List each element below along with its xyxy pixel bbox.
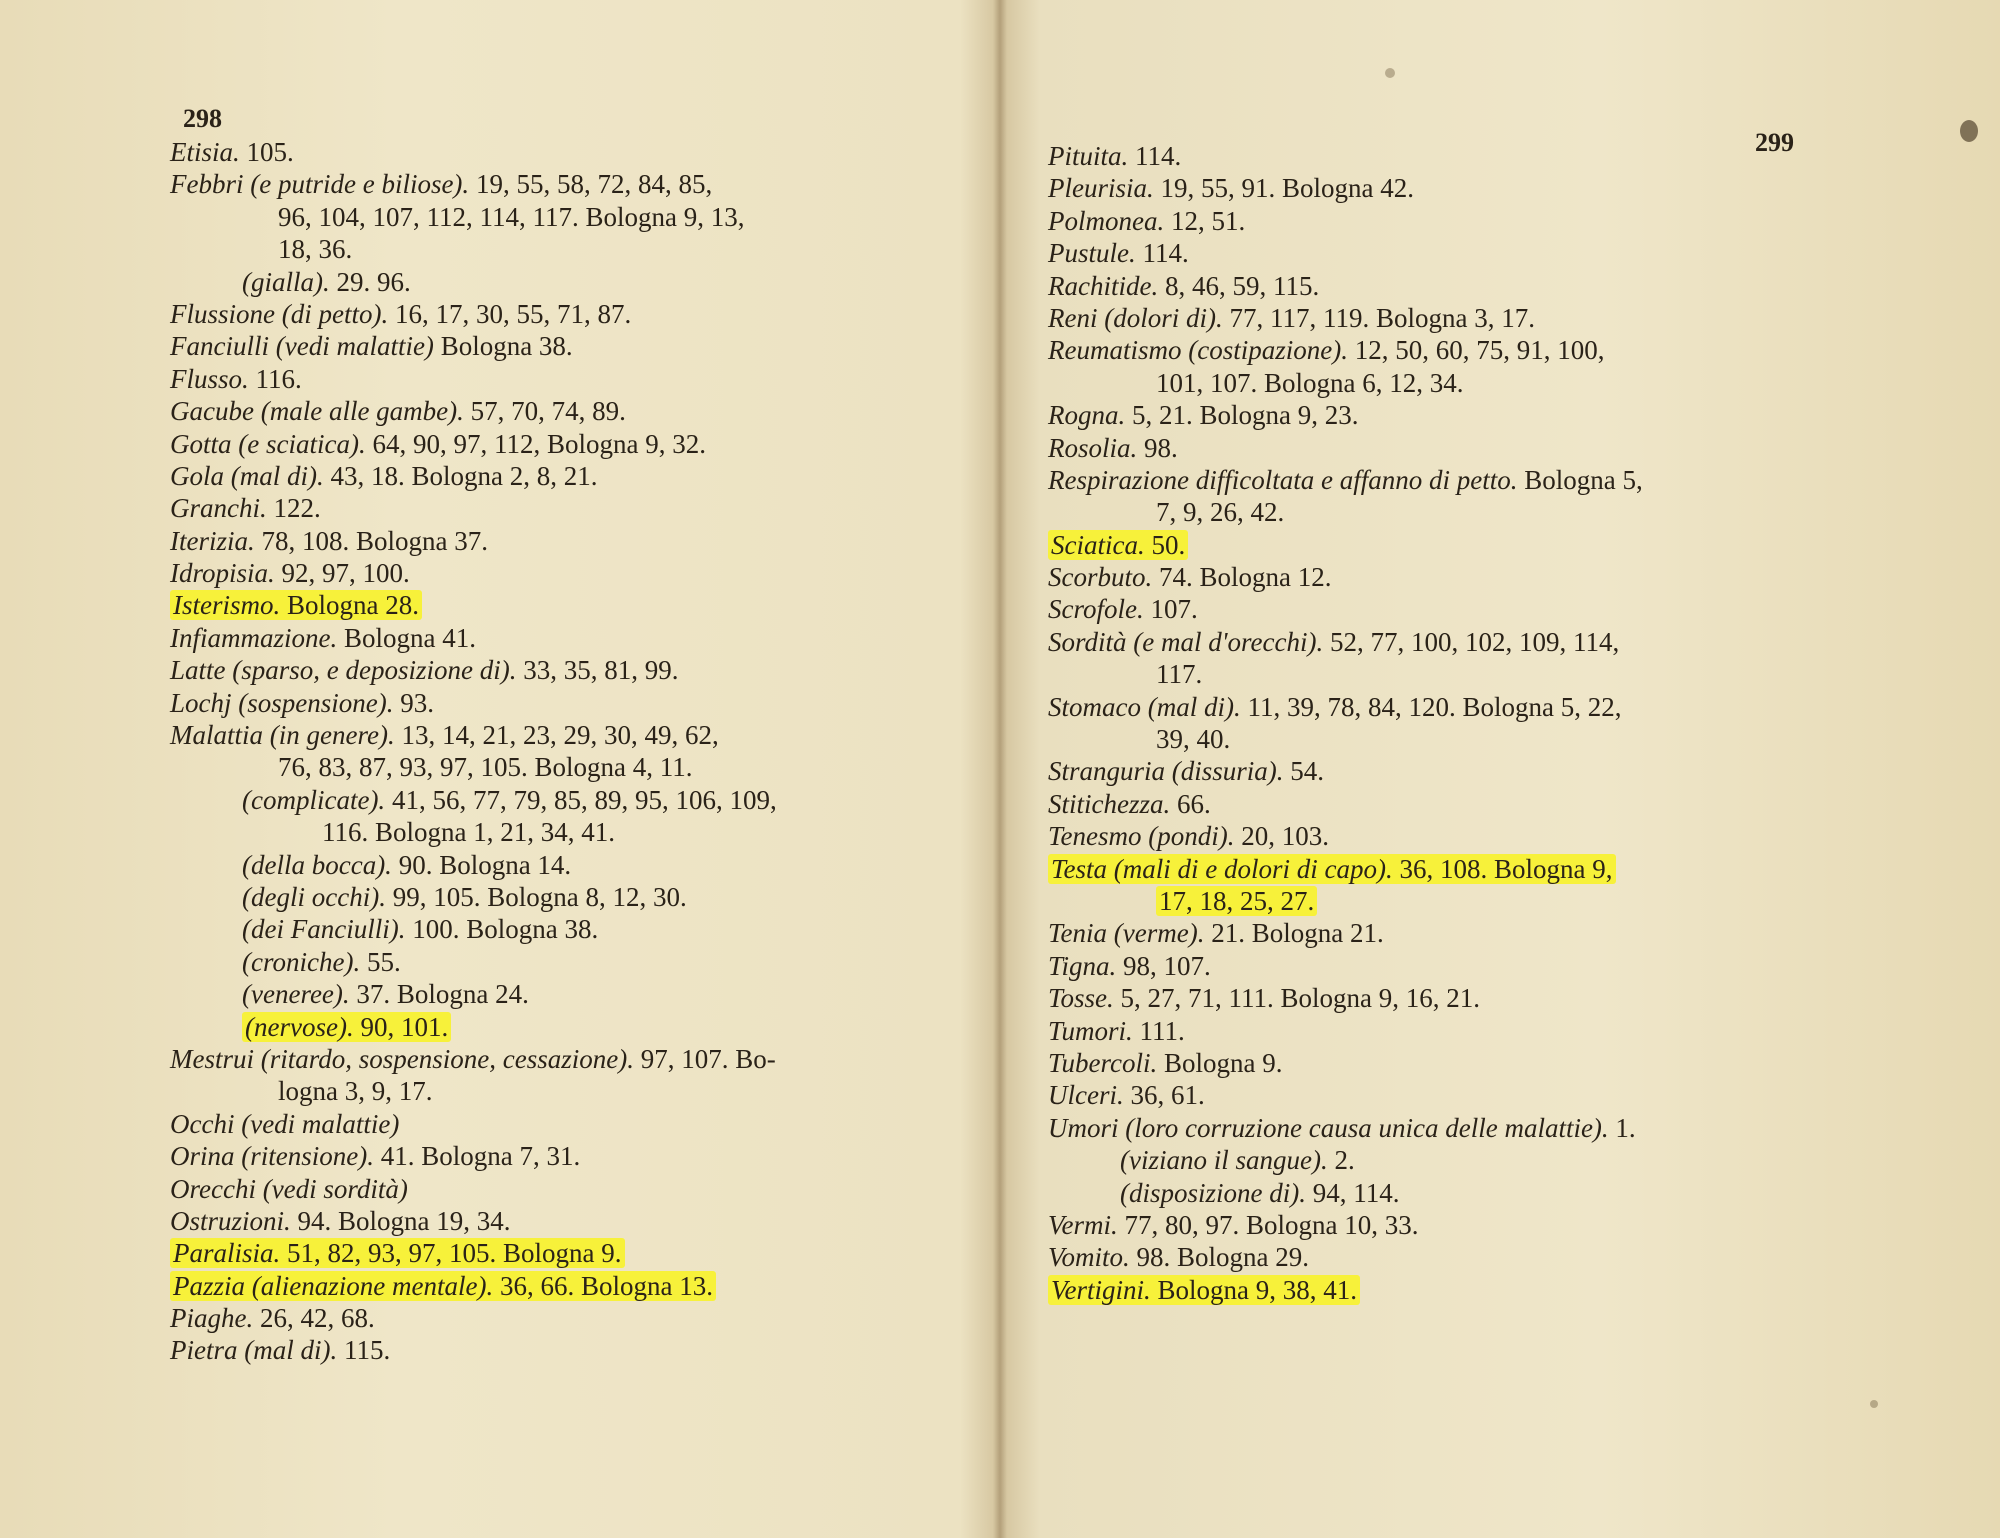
index-line <box>170 201 960 233</box>
page-references: 50. <box>1151 529 1186 560</box>
index-line <box>1048 1015 1848 1047</box>
index-line <box>1048 270 1848 302</box>
index-line <box>170 849 960 881</box>
page-references: 43, 18. Bologna 2, 8, 21. <box>330 460 598 491</box>
index-term: (veneree). <box>242 979 350 1010</box>
page-references: 1. <box>1615 1112 1636 1143</box>
index-line <box>1048 982 1848 1014</box>
highlighted-text <box>1048 1275 1360 1305</box>
line-text <box>1048 627 1619 657</box>
index-line <box>170 363 960 395</box>
index-term: Pustule. <box>1048 238 1136 269</box>
index-line <box>1048 626 1848 658</box>
index-term: Vermi. <box>1048 1209 1118 1240</box>
page-references: 92, 97, 100. <box>281 558 410 589</box>
line-text <box>170 299 631 329</box>
index-term: Mestrui (ritardo, sospensione, cessazione). <box>170 1043 634 1074</box>
line-text <box>1048 983 1480 1013</box>
page-references: 76, 83, 87, 93, 97, 105. Bologna 4, 11. <box>278 752 693 783</box>
index-term: Flussione (di petto). <box>170 298 389 329</box>
line-text <box>1048 1210 1419 1240</box>
page-references: 114. <box>1142 238 1189 269</box>
index-line <box>170 622 960 654</box>
page-number: 298 <box>183 104 222 133</box>
line-text <box>170 364 302 394</box>
index-term: Stomaco (mal di). <box>1048 691 1241 722</box>
index-term: Orina (ritensione). <box>170 1141 374 1172</box>
index-term: Rachitide. <box>1048 270 1159 301</box>
index-term: Stitichezza. <box>1048 788 1171 819</box>
index-line <box>1048 1241 1848 1273</box>
page-references: 37. Bologna 24. <box>356 979 529 1010</box>
index-line <box>170 946 960 978</box>
page-references: 90, 101. <box>360 1011 449 1042</box>
page-references: 51, 82, 93, 97, 105. Bologna 9. <box>287 1238 622 1269</box>
index-term: Testa (mali di e dolori di capo). <box>1051 853 1393 884</box>
index-line <box>1048 367 1848 399</box>
highlighted-text <box>1048 854 1616 884</box>
line-text <box>1048 271 1319 301</box>
page-references: 100. Bologna 38. <box>412 914 599 945</box>
index-term: Infiammazione. <box>170 622 338 653</box>
line-text <box>170 1109 399 1139</box>
line-text <box>170 1335 390 1365</box>
highlighted-text <box>170 1238 625 1268</box>
line-text <box>1048 692 1621 722</box>
line-text <box>1048 1080 1205 1110</box>
index-line <box>170 1140 960 1172</box>
page-references: Bologna 5, <box>1524 464 1643 495</box>
page-references: 16, 17, 30, 55, 71, 87. <box>394 298 632 329</box>
index-line <box>1048 464 1848 496</box>
page-references: 21. Bologna 21. <box>1211 918 1384 949</box>
index-term: (degli occhi). <box>242 881 386 912</box>
index-term: Occhi (vedi malattie) <box>170 1108 400 1139</box>
line-text <box>1048 303 1535 333</box>
page-references: 52, 77, 100, 102, 109, 114, <box>1329 626 1620 657</box>
line-text <box>1048 465 1643 495</box>
line-text <box>170 396 626 426</box>
highlighted-text <box>170 590 422 620</box>
index-term: Lochj (sospensione). <box>170 687 394 718</box>
index-line <box>1048 1079 1848 1111</box>
index-line <box>1048 593 1848 625</box>
index-term: Tigna. <box>1048 950 1117 981</box>
page-references: 12, 50, 60, 75, 91, 100, <box>1354 335 1605 366</box>
index-term: Tumori. <box>1048 1015 1133 1046</box>
index-line <box>1048 917 1848 949</box>
index-term: Polmonea. <box>1048 205 1165 236</box>
page-references: 114. <box>1135 141 1182 171</box>
index-term: Iterizia. <box>170 525 255 556</box>
line-text <box>1048 789 1211 819</box>
page-references: 8, 46, 59, 115. <box>1164 270 1320 301</box>
index-line <box>1048 755 1848 787</box>
page-references: 98. Bologna 29. <box>1136 1242 1310 1273</box>
page-references: 98, 107. <box>1123 950 1211 981</box>
index-line <box>1048 658 1848 690</box>
line-text <box>278 1076 433 1106</box>
line-text <box>1120 1145 1355 1175</box>
line-text <box>1048 756 1324 786</box>
index-term: (complicate). <box>242 784 386 815</box>
index-line <box>170 298 960 330</box>
line-text <box>170 493 321 523</box>
page-references: Bologna 41. <box>343 622 476 653</box>
index-line <box>170 1334 960 1366</box>
index-term: Rosolia. <box>1048 432 1138 463</box>
right-page <box>1000 0 2000 1538</box>
line-text <box>1048 1048 1283 1078</box>
page-references: 36, 61. <box>1130 1080 1205 1111</box>
index-term: Fanciulli (vedi malattie) <box>170 331 434 362</box>
index-term: Pazzia (alienazione mentale). <box>173 1270 494 1301</box>
page-references: 33, 35, 81, 99. <box>523 655 679 686</box>
line-text <box>170 1303 375 1333</box>
page-references: 77, 80, 97. Bologna 10, 33. <box>1124 1209 1419 1240</box>
index-term: Tenia (verme). <box>1048 918 1205 949</box>
index-line <box>1048 1177 1848 1209</box>
page-references: 19, 55, 58, 72, 84, 85, <box>475 169 713 200</box>
line-text <box>242 882 687 912</box>
index-line <box>1048 561 1848 593</box>
highlighted-text <box>170 1271 716 1301</box>
page-references: 7, 9, 26, 42. <box>1156 497 1285 528</box>
highlighted-text <box>242 1012 451 1042</box>
index-line <box>170 1011 960 1043</box>
page-references: 36, 66. Bologna 13. <box>499 1270 713 1301</box>
index-line <box>1048 172 1848 204</box>
page-references: 98. <box>1144 432 1178 463</box>
line-text <box>170 169 712 199</box>
page-references: 39, 40. <box>1156 724 1231 755</box>
index-term: Febbri (e putride e biliose). <box>170 169 470 200</box>
page-references: 90. Bologna 14. <box>398 849 572 880</box>
line-text <box>1048 821 1329 851</box>
line-text <box>1048 594 1198 624</box>
line-text <box>170 720 719 750</box>
index-term: Sordità (e mal d'orecchi). <box>1048 626 1324 657</box>
page-references: 41. Bologna 7, 31. <box>380 1141 581 1172</box>
line-text <box>1048 918 1384 948</box>
index-line <box>1048 237 1848 269</box>
page-references: 101, 107. Bologna 6, 12, 34. <box>1156 367 1464 398</box>
line-text <box>170 1044 776 1074</box>
highlighted-text <box>1048 530 1188 560</box>
line-text <box>322 817 615 847</box>
page-references: 29. 96. <box>336 266 411 297</box>
index-line <box>170 1173 960 1205</box>
index-term: Pleurisia. <box>1048 173 1154 204</box>
index-line <box>1048 820 1848 852</box>
index-line <box>1048 432 1848 464</box>
index-term: Reumatismo (costipazione). <box>1048 335 1348 366</box>
line-text <box>1048 400 1359 430</box>
index-line <box>1048 723 1848 755</box>
line-text <box>170 623 476 653</box>
line-text <box>278 752 693 782</box>
page-references: 74. Bologna 12. <box>1159 562 1332 593</box>
index-line <box>170 460 960 492</box>
line-text <box>1156 724 1230 754</box>
index-line <box>170 1043 960 1075</box>
index-line <box>1048 1144 1848 1176</box>
line-text <box>170 526 488 556</box>
index-term: Scrofole. <box>1048 594 1144 625</box>
page-references: 57, 70, 74, 89. <box>470 396 626 427</box>
index-line <box>170 525 960 557</box>
index-line <box>1048 496 1848 528</box>
page-references: 122. <box>273 493 321 524</box>
page-references: 66. <box>1177 788 1211 819</box>
line-text <box>170 331 573 361</box>
index-term: (nervose). <box>245 1011 354 1042</box>
page-references: 94. Bologna 19, 34. <box>297 1205 511 1236</box>
line-text <box>1048 433 1178 463</box>
index-term: (viziano il sangue). <box>1120 1145 1328 1176</box>
index-line <box>1048 885 1848 917</box>
index-term: Orecchi (vedi sordità) <box>170 1173 408 1204</box>
index-term: Tubercoli. <box>1048 1047 1158 1078</box>
index-line <box>1048 399 1848 431</box>
page-references: 55. <box>366 946 401 977</box>
index-line <box>170 1205 960 1237</box>
index-line <box>170 395 960 427</box>
page-references: 54. <box>1290 756 1325 787</box>
line-text <box>1120 1178 1400 1208</box>
page-references: 115. <box>343 1335 391 1366</box>
index-term: Idropisia. <box>170 558 275 589</box>
page-references: 77, 117, 119. Bologna 3, 17. <box>1229 302 1535 333</box>
index-line <box>170 978 960 1010</box>
line-text <box>170 1174 408 1204</box>
page-references: Bologna 9. <box>1164 1047 1283 1078</box>
index-term: (della bocca). <box>242 849 392 880</box>
page-references: 5, 21. Bologna 9, 23. <box>1132 400 1359 431</box>
line-text <box>1048 173 1414 203</box>
index-line <box>1048 140 1848 172</box>
index-term: (dei Fanciulli). <box>242 914 406 945</box>
index-line <box>1048 950 1848 982</box>
line-text <box>242 947 401 977</box>
index-term: (croniche). <box>242 946 361 977</box>
line-text <box>1048 1016 1185 1046</box>
page-references: 5, 27, 71, 111. Bologna 9, 16, 21. <box>1120 983 1481 1014</box>
page-references: 18, 36. <box>278 234 353 265</box>
index-term: Sciatica. <box>1051 529 1145 560</box>
page-references: 116. <box>255 363 302 394</box>
index-term: Ulceri. <box>1048 1080 1124 1111</box>
index-line <box>170 168 960 200</box>
page-number: 299 <box>1755 128 1794 157</box>
line-text <box>170 429 706 459</box>
index-term: Tosse. <box>1048 983 1114 1014</box>
page-references: 41, 56, 77, 79, 85, 89, 95, 106, 109, <box>391 784 777 815</box>
page-references: 64, 90, 97, 112, Bologna 9, 32. <box>372 428 706 459</box>
line-text <box>1048 141 1181 171</box>
page-references: 107. <box>1150 594 1198 625</box>
line-text <box>242 850 571 880</box>
page-references: 13, 14, 21, 23, 29, 30, 49, 62, <box>401 720 719 751</box>
index-term: Gotta (e sciatica). <box>170 428 366 459</box>
line-text <box>1048 1242 1309 1272</box>
index-line <box>170 233 960 265</box>
line-text <box>170 688 434 718</box>
index-entries <box>170 136 960 1367</box>
index-term: Rogna. <box>1048 400 1126 431</box>
page-references: 19, 55, 91. Bologna 42. <box>1160 173 1414 204</box>
index-line <box>170 751 960 783</box>
index-line <box>170 1302 960 1334</box>
line-text <box>1048 562 1332 592</box>
index-term: Pietra (mal di). <box>170 1335 338 1366</box>
line-text <box>170 461 597 491</box>
index-term: Pituita. <box>1048 141 1129 171</box>
line-text <box>278 234 352 264</box>
index-line <box>1048 205 1848 237</box>
line-text <box>170 558 410 588</box>
line-text <box>1048 951 1211 981</box>
foxing-spot <box>1960 120 1978 142</box>
index-line <box>170 654 960 686</box>
index-line <box>1048 302 1848 334</box>
index-term: Latte (sparso, e deposizione di). <box>170 655 517 686</box>
page-references: 94, 114. <box>1312 1177 1400 1208</box>
line-text <box>242 785 777 815</box>
line-text <box>242 267 411 297</box>
foxing-spot <box>1870 1400 1878 1408</box>
page-references: Bologna 38. <box>440 331 573 362</box>
page-references: 111. <box>1139 1015 1185 1046</box>
index-line <box>170 136 960 168</box>
line-text <box>1048 1113 1636 1143</box>
index-term: Reni (dolori di). <box>1048 302 1223 333</box>
index-term: Ostruzioni. <box>170 1205 291 1236</box>
index-line <box>170 719 960 751</box>
line-text <box>170 1206 511 1236</box>
index-line <box>1048 529 1848 561</box>
page-references: 2. <box>1334 1145 1355 1176</box>
line-text <box>170 1141 580 1171</box>
line-text <box>1048 335 1604 365</box>
line-text <box>242 914 598 944</box>
index-line <box>170 428 960 460</box>
line-text <box>278 202 745 232</box>
page-references: 78, 108. Bologna 37. <box>261 525 488 556</box>
index-line <box>1048 1112 1848 1144</box>
line-text <box>1048 206 1245 236</box>
index-line <box>170 589 960 621</box>
line-text <box>1156 497 1284 527</box>
index-term: Stranguria (dissuria). <box>1048 756 1284 787</box>
index-line <box>1048 1047 1848 1079</box>
highlighted-text <box>1156 886 1317 916</box>
index-line <box>170 1270 960 1302</box>
index-term: Granchi. <box>170 493 267 524</box>
index-term: Gacube (male alle gambe). <box>170 396 464 427</box>
index-term: Vertigini. <box>1051 1274 1151 1305</box>
index-line <box>170 492 960 524</box>
index-term: Tenesmo (pondi). <box>1048 821 1235 852</box>
page-references: 96, 104, 107, 112, 114, 117. Bologna 9, 13, <box>278 201 745 232</box>
index-line <box>170 557 960 589</box>
index-line <box>170 687 960 719</box>
page-references: 93. <box>400 687 434 718</box>
index-term: Respirazione difficoltata e affanno di petto. <box>1048 464 1518 495</box>
page-references: 20, 103. <box>1241 821 1329 852</box>
line-text <box>242 979 529 1009</box>
index-term: (disposizione di). <box>1120 1177 1306 1208</box>
page-references: 12, 51. <box>1170 205 1246 236</box>
page-references: Bologna 28. <box>287 590 419 621</box>
line-text <box>170 655 678 685</box>
index-term: Etisia. <box>170 137 240 167</box>
index-line <box>1048 691 1848 723</box>
index-line <box>1048 788 1848 820</box>
index-term: Umori (loro corruzione causa unica delle malattie). <box>1048 1112 1609 1143</box>
page-references: logna 3, 9, 17. <box>278 1076 433 1107</box>
page-references: 97, 107. Bo- <box>640 1043 776 1074</box>
index-line <box>170 816 960 848</box>
line-text <box>1156 659 1202 689</box>
index-line <box>170 266 960 298</box>
index-entries <box>1048 140 1848 1306</box>
line-text <box>170 137 294 167</box>
page-references: 36, 108. Bologna 9, <box>1399 853 1613 884</box>
index-term: Vomito. <box>1048 1242 1130 1273</box>
index-term: Paralisia. <box>173 1238 281 1269</box>
index-line <box>170 1108 960 1140</box>
foxing-spot <box>1385 68 1395 78</box>
page-references: 26, 42, 68. <box>259 1303 375 1334</box>
index-line <box>1048 1274 1848 1306</box>
page-references: Bologna 9, 38, 41. <box>1157 1274 1357 1305</box>
index-line <box>1048 334 1848 366</box>
page-references: 116. Bologna 1, 21, 34, 41. <box>322 817 615 848</box>
page-references: 105. <box>246 137 294 167</box>
index-line <box>170 330 960 362</box>
index-term: Isterismo. <box>173 590 281 621</box>
page-references: 17, 18, 25, 27. <box>1159 885 1315 916</box>
index-term: (gialla). <box>242 266 330 297</box>
index-term: Piaghe. <box>170 1303 254 1334</box>
index-line <box>1048 853 1848 885</box>
index-line <box>170 913 960 945</box>
index-line <box>170 881 960 913</box>
index-line <box>170 784 960 816</box>
line-text <box>1156 368 1464 398</box>
index-line <box>170 1075 960 1107</box>
index-term: Flusso. <box>170 363 249 394</box>
line-text <box>1048 238 1189 268</box>
page-references: 117. <box>1156 659 1203 690</box>
index-term: Malattia (in genere). <box>170 720 395 751</box>
page-references: 99, 105. Bologna 8, 12, 30. <box>392 881 687 912</box>
index-line <box>170 1237 960 1269</box>
index-line <box>1048 1209 1848 1241</box>
page-references: 11, 39, 78, 84, 120. Bologna 5, 22, <box>1247 691 1622 722</box>
index-term: Scorbuto. <box>1048 562 1153 593</box>
index-term: Gola (mal di). <box>170 460 324 491</box>
